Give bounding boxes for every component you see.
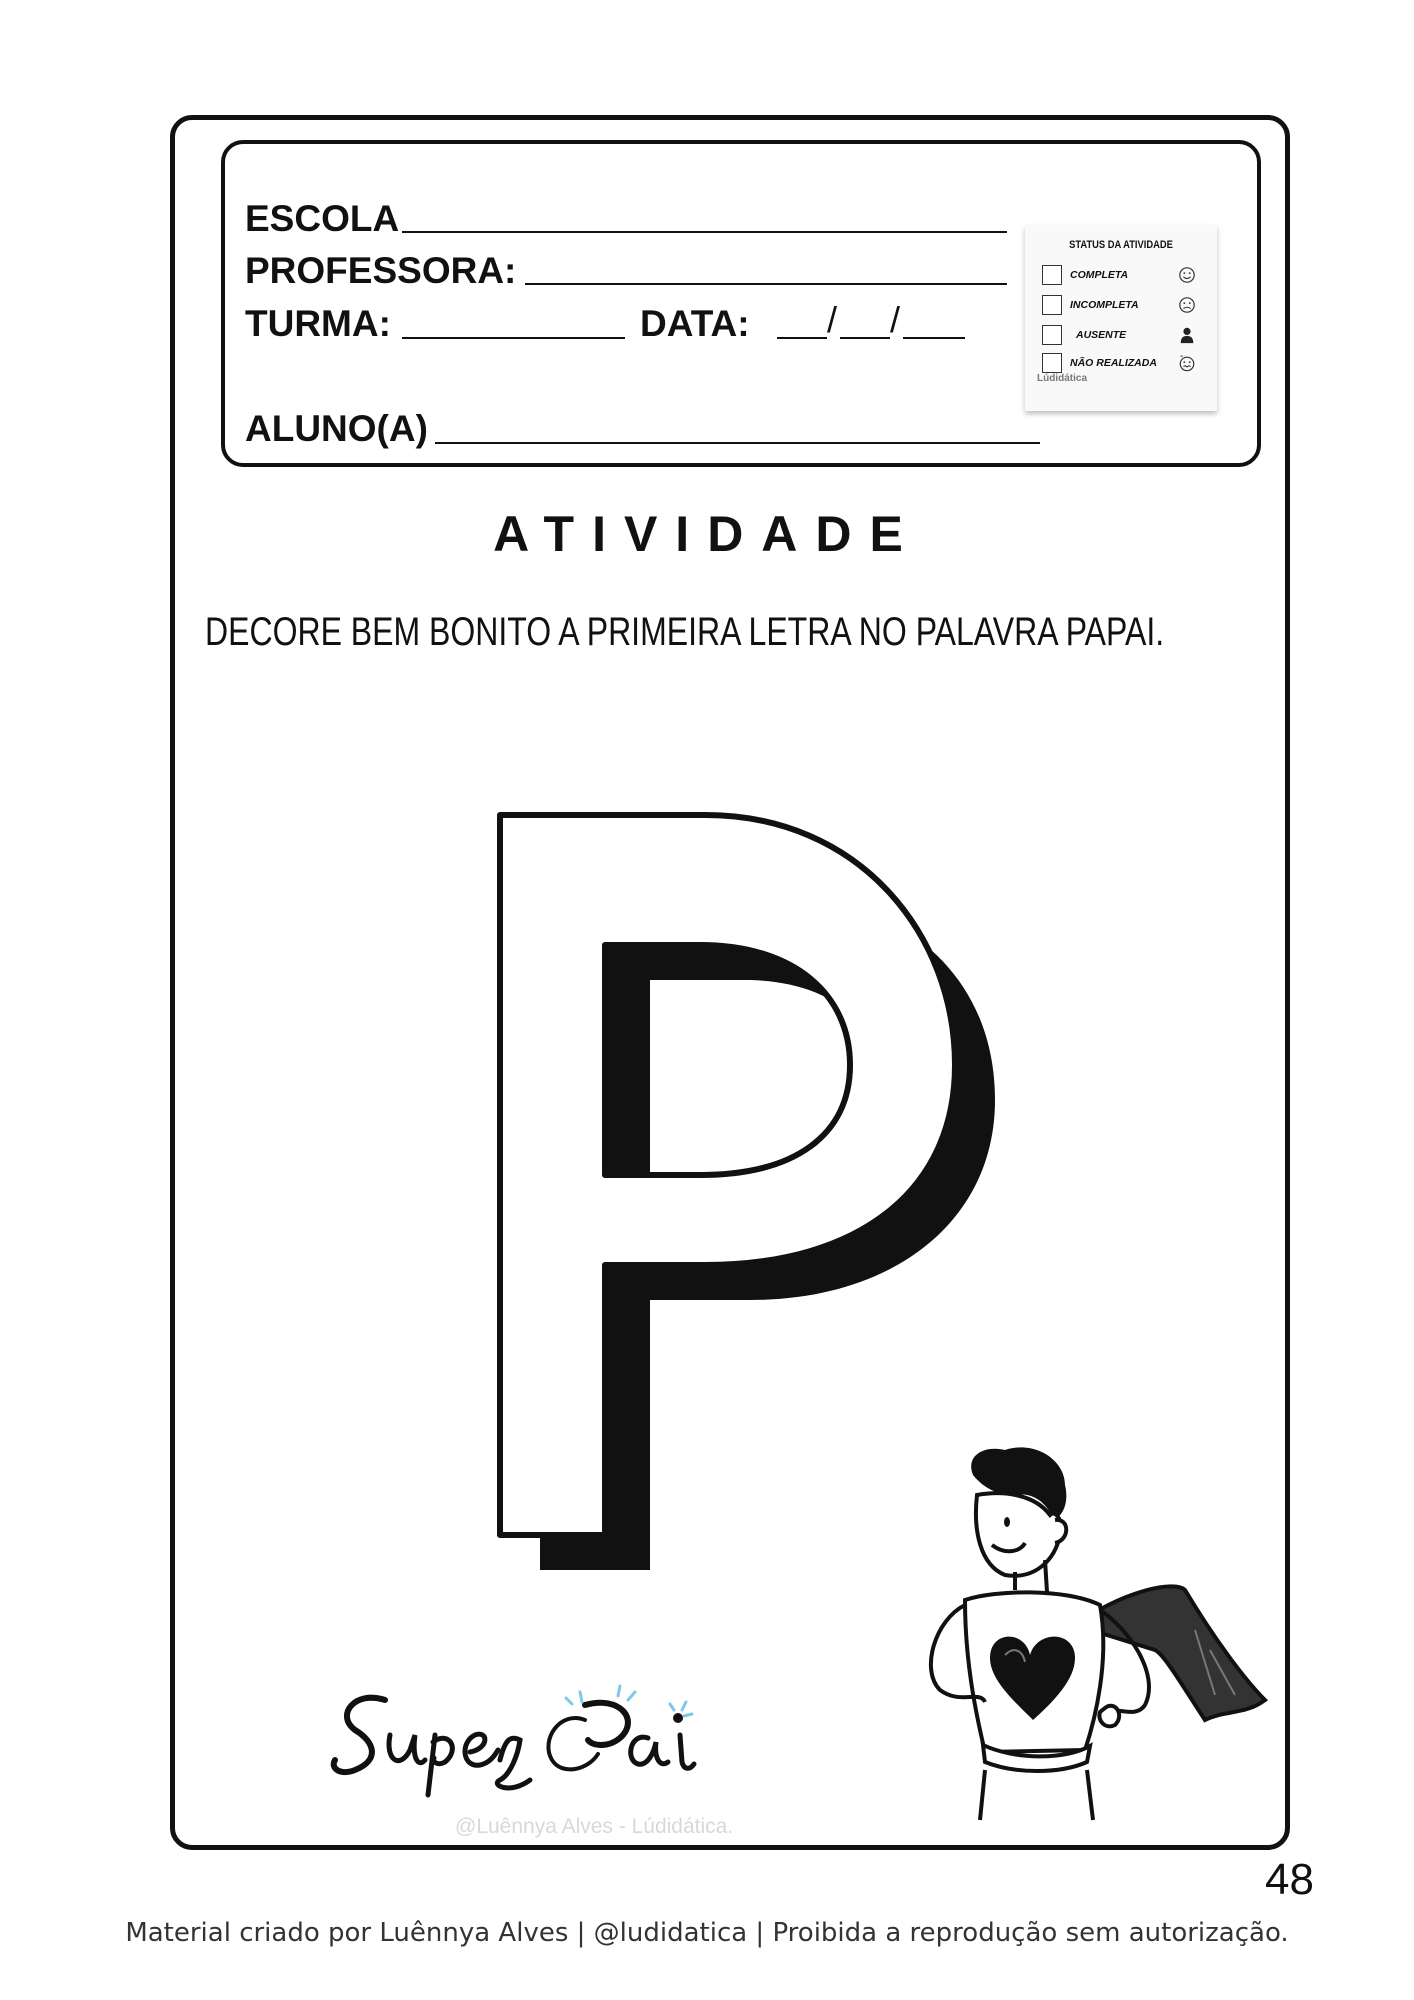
activity-title: ATIVIDADE	[493, 506, 921, 562]
status-brand: Lúdidática	[1037, 373, 1088, 384]
superhero-dad-icon	[865, 1440, 1275, 1840]
watermark: @Luênnya Alves - Lúdidática.	[455, 1815, 734, 1838]
status-option-label: INCOMPLETA	[1070, 299, 1139, 311]
confused-face-icon	[1178, 354, 1196, 372]
status-option-incompleta	[1042, 295, 1212, 317]
footer-credits: Material criado por Luênnya Alves | @ludidatica | Proibida a reprodução sem autorização.	[125, 1918, 1289, 1948]
date-day-line[interactable]	[777, 337, 827, 339]
status-option-label: NÃO REALIZADA	[1070, 357, 1157, 369]
neutral-face-icon	[1178, 296, 1196, 314]
turma-label: TURMA:	[245, 303, 391, 344]
status-card	[1025, 225, 1217, 411]
status-checkbox[interactable]	[1042, 325, 1062, 345]
professora-label: PROFESSORA:	[245, 250, 517, 291]
date-separator-2: /	[890, 299, 901, 340]
escola-label: ESCOLA	[245, 198, 400, 239]
date-year-line[interactable]	[903, 337, 965, 339]
status-option-completa	[1042, 265, 1212, 287]
turma-line[interactable]	[402, 337, 625, 339]
activity-instruction: DECORE BEM BONITO A PRIMEIRA LETRA NO PALAVRA PAPAI.	[205, 610, 1165, 654]
status-checkbox[interactable]	[1042, 265, 1062, 285]
status-option-label: AUSENTE	[1076, 329, 1127, 341]
super-pai-logo	[330, 1680, 810, 1815]
status-title: STATUS DA ATIVIDADE	[1069, 239, 1173, 251]
escola-line[interactable]	[402, 231, 1007, 233]
aluno-label: ALUNO(A)	[245, 408, 428, 449]
status-checkbox[interactable]	[1042, 295, 1062, 315]
happy-face-icon	[1178, 266, 1196, 284]
date-separator-1: /	[827, 299, 838, 340]
professora-line[interactable]	[525, 283, 1007, 285]
aluno-line[interactable]	[435, 442, 1040, 444]
page-number: 48	[1265, 1855, 1314, 1904]
status-checkbox[interactable]	[1042, 353, 1062, 373]
status-option-nao-realizada	[1042, 353, 1212, 375]
person-icon	[1178, 326, 1196, 344]
status-option-ausente	[1042, 325, 1212, 347]
data-label: DATA:	[640, 303, 750, 344]
status-option-label: COMPLETA	[1070, 269, 1129, 281]
date-month-line[interactable]	[840, 337, 890, 339]
